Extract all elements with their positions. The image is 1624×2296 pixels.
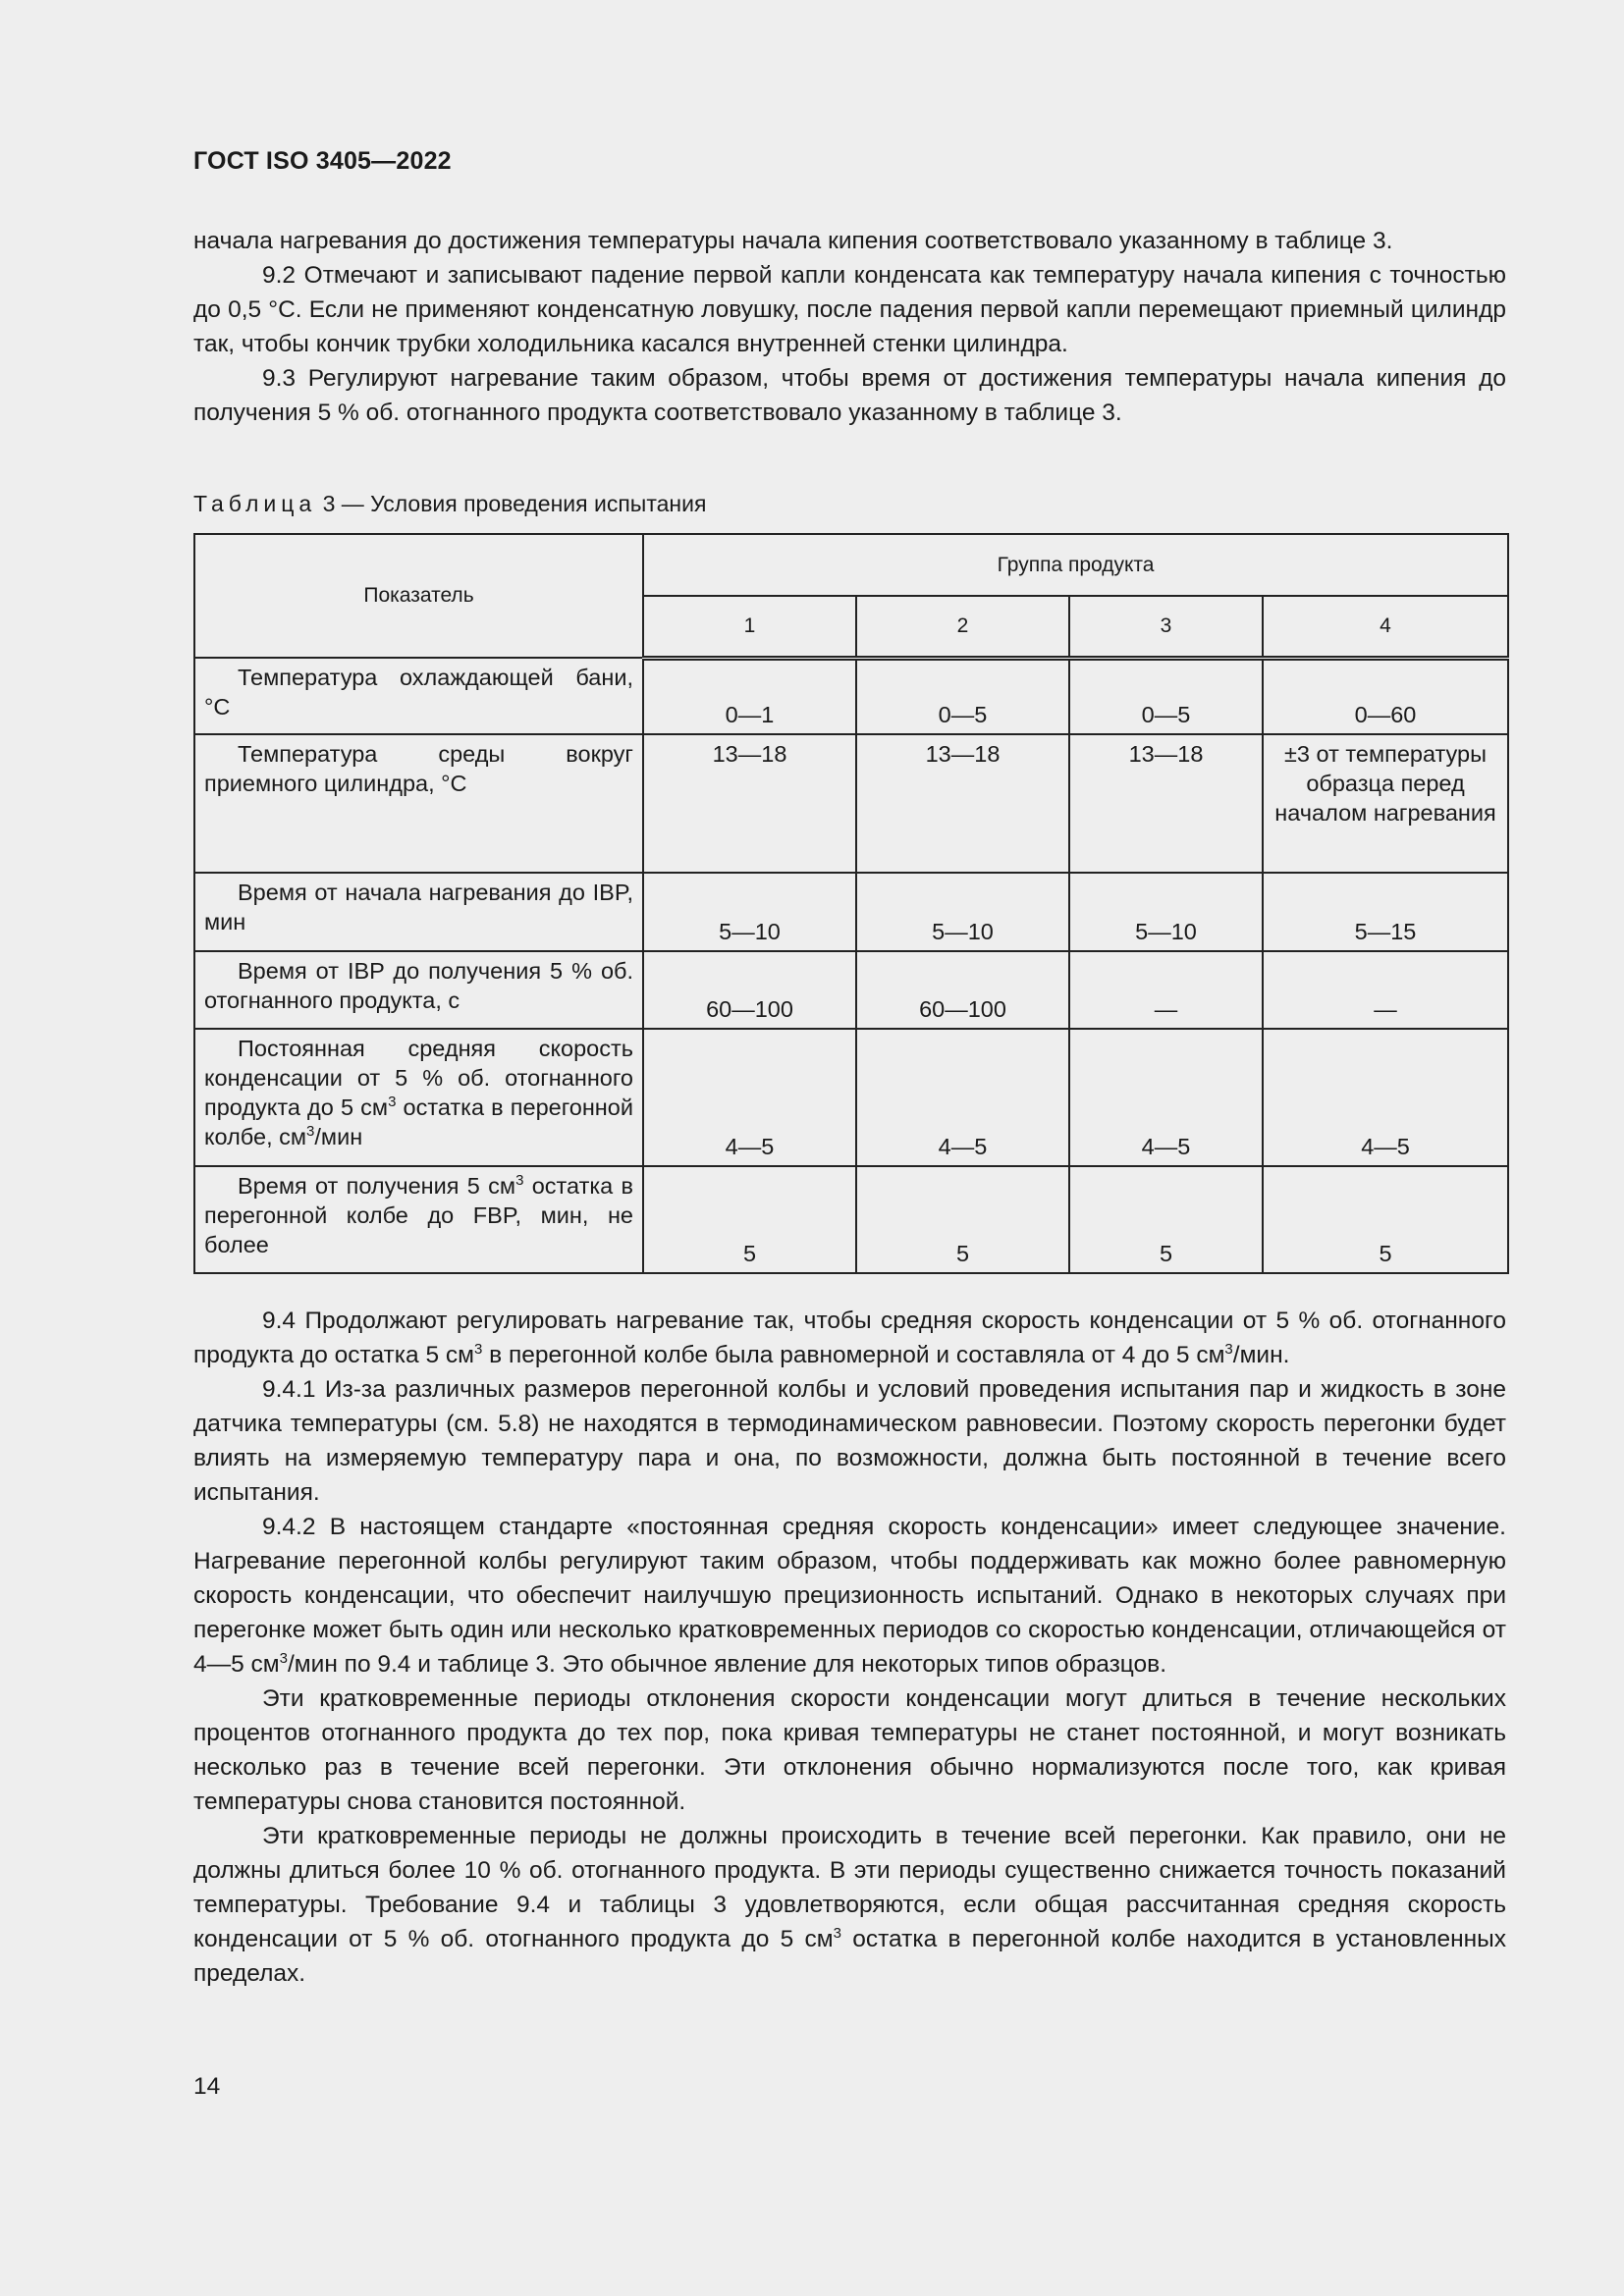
conditions-table	[193, 533, 1509, 1274]
table-header-row	[194, 534, 1508, 596]
paragraph-continuation: начала нагревания до достижения температуры начала кипения соответствовало указанному в таблице 3.	[193, 228, 1393, 254]
cell-value: 0—60	[1263, 658, 1508, 734]
text-block-upper	[193, 224, 1506, 430]
header-group-1: 1	[643, 596, 856, 658]
page-number: 14	[193, 2073, 221, 2100]
paragraph-deviation-periods: Эти кратковременные периоды отклонения скорости конденсации могут длиться в течение нескольких процентов отогнанного продукта до тех пор, пока кривая температуры не станет постоянной, и могут возникать несколько раз в течение всей перегонки. Эти отклонения обычно нормализуются после того, как кривая температуры снова становится постоянной.	[193, 1685, 1506, 1815]
cell-value: —	[1069, 951, 1263, 1029]
header-group-2: 2	[856, 596, 1069, 658]
table-row	[194, 658, 1508, 734]
paragraph-9-3: 9.3 Регулируют нагревание таким образом, чтобы время от достижения температуры начала кипения до получения 5 % об. отогнанного продукта соответствовало указанному в таблице 3.	[193, 365, 1506, 426]
cell-value: 60—100	[643, 951, 856, 1029]
row-label: Температура среды вокруг приемного цилиндра, °С	[194, 734, 643, 873]
cell-value: 0—1	[643, 658, 856, 734]
cell-value: 5—10	[643, 873, 856, 951]
cell-value: 5	[1069, 1166, 1263, 1273]
cell-value: 13—18	[1069, 734, 1263, 873]
cell-value: 5	[856, 1166, 1069, 1273]
row-label: Температура охлаждающей бани, °С	[194, 658, 643, 734]
cell-value: ±3 от температуры образца перед началом нагревания	[1263, 734, 1508, 873]
cell-value: 5—10	[1069, 873, 1263, 951]
row-label: Постоянная средняя скорость конденсации от 5 % об. отогнанного продукта до 5 $см^3$ остатка в перегонной колбе, $см^3$/мин	[194, 1029, 643, 1166]
cell-value: 4—5	[1263, 1029, 1508, 1166]
document-code-header: ГОСТ ISO 3405—2022	[193, 147, 452, 175]
table-caption-word: Таблица	[193, 491, 317, 516]
cell-value: 13—18	[856, 734, 1069, 873]
cell-value: 4—5	[643, 1029, 856, 1166]
cell-value: 0—5	[1069, 658, 1263, 734]
paragraph-9-4: 9.4 Продолжают регулировать нагревание так, чтобы средняя скорость конденсации от 5 % об. отогнанного продукта до остатка 5 $см^3$ в перегонной колбе была равномерной и составляла от 4 до 5 $см^3$/мин.	[193, 1308, 1506, 1368]
cell-value: —	[1263, 951, 1508, 1029]
row-label: Время от начала нагревания до IBP, мин	[194, 873, 643, 951]
paragraph-deviation-limits: Эти кратковременные периоды не должны происходить в течение всей перегонки. Как правило, они не должны длиться более 10 % об. отогнанного продукта. В эти периоды существенно снижается точность показаний температуры. Требование 9.4 и таблицы 3 удовлетворяются, если общая рассчитанная средняя скорость конденсации от 5 % об. отогнанного продукта до 5 $см^3$ остатка в перегонной колбе находится в установленных пределах.	[193, 1823, 1506, 1987]
cell-value: 13—18	[643, 734, 856, 873]
table-row	[194, 1029, 1508, 1166]
table-row	[194, 1166, 1508, 1273]
cell-value: 60—100	[856, 951, 1069, 1029]
row-label: Время от IBP до получения 5 % об. отогнанного продукта, с	[194, 951, 643, 1029]
paragraph-9-4-2: 9.4.2 В настоящем стандарте «постоянная средняя скорость конденсации» имеет следующее значение. Нагревание перегонной колбы регулируют таким образом, чтобы поддерживать как можно более равномерную скорость конденсации, что обеспечит наилучшую прецизионность испытаний. Однако в некоторых случаях при перегонке может быть один или несколько кратковременных периодов со скоростью конденсации, отличающейся от 4—5 $см^3$/мин по 9.4 и таблице 3. Это обычное явление для некоторых типов образцов.	[193, 1514, 1506, 1678]
paragraph-9-4-1: 9.4.1 Из-за различных размеров перегонной колбы и условий проведения испытания пар и жидкость в зоне датчика температуры (см. 5.8) не находятся в термодинамическом равновесии. Поэтому скорость перегонки будет влиять на измеряемую температуру пара и она, по возможности, должна быть постоянной в течение всего испытания.	[193, 1376, 1506, 1506]
cell-value: 0—5	[856, 658, 1069, 734]
table-caption-title: 3 — Условия проведения испытания	[316, 491, 707, 516]
cell-value: 5	[1263, 1166, 1508, 1273]
text-block-lower	[193, 1304, 1506, 1991]
header-product-group: Группа продукта	[643, 534, 1508, 596]
header-indicator: Показатель	[194, 534, 643, 658]
cell-value: 5—15	[1263, 873, 1508, 951]
table-row	[194, 951, 1508, 1029]
paragraph-9-2: 9.2 Отмечают и записывают падение первой капли конденсата как температуру начала кипения с точностью до 0,5 °С. Если не применяют конденсатную ловушку, после падения первой капли перемещают приемный цилиндр так, чтобы кончик трубки холодильника касался внутренней стенки цилиндра.	[193, 262, 1506, 357]
row-label: Время от получения 5 $см^3$ остатка в перегонной колбе до FBP, мин, не более	[194, 1166, 643, 1273]
cell-value: 4—5	[1069, 1029, 1263, 1166]
table-row	[194, 734, 1508, 873]
header-group-3: 3	[1069, 596, 1263, 658]
header-group-4: 4	[1263, 596, 1508, 658]
cell-value: 5	[643, 1166, 856, 1273]
cell-value: 4—5	[856, 1029, 1069, 1166]
cell-value: 5—10	[856, 873, 1069, 951]
table-caption	[193, 489, 706, 518]
table-row	[194, 873, 1508, 951]
